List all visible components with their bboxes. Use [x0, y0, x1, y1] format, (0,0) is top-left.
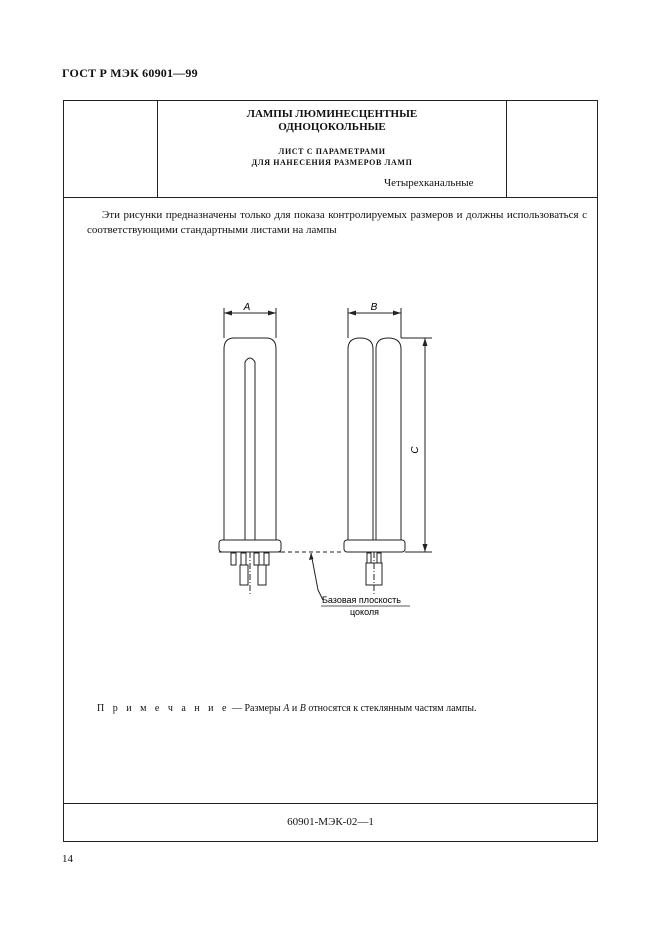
dimension-a-label: A: [243, 302, 251, 313]
subtitle-line-1: ЛИСТ С ПАРАМЕТРАМИ: [278, 147, 386, 156]
dimension-c-label: C: [410, 446, 421, 454]
note-prefix: П р и м е ч а н и е: [97, 703, 230, 714]
note-text-1: — Размеры: [229, 703, 284, 714]
dimension-b-label: B: [370, 302, 378, 313]
title-line-2: ОДНОЦОКОЛЬНЫЕ: [278, 121, 386, 133]
sheet-number: 60901-МЭК-02—1: [287, 816, 374, 828]
document-code: ГОСТ Р МЭК 60901—99: [62, 66, 198, 80]
lamp-variant: Четырехканальные: [384, 177, 474, 189]
note-dim-a: A: [283, 703, 290, 714]
base-plane-leader: [311, 553, 323, 600]
left-lamp-slot: [245, 358, 255, 540]
subtitle-line-2: ДЛЯ НАНЕСЕНИЯ РАЗМЕРОВ ЛАМП: [251, 158, 413, 167]
page-number: 14: [62, 853, 73, 865]
note-dim-b: B: [299, 703, 306, 714]
base-plane-label-line-1: Базовая плоскость: [322, 595, 401, 605]
left-lamp-body: [224, 338, 276, 540]
note-text-3: относятся к стеклянным частям лампы.: [305, 703, 477, 714]
right-lamp-base: [344, 540, 405, 552]
right-lamp-tube-2: [376, 338, 401, 540]
left-lamp-base: [219, 540, 281, 552]
intro-paragraph: Эти рисунки предназначены только для показа контролируемых размеров и должны использоваться с соответствующими стандартными листами на лампы: [87, 209, 587, 236]
right-lamp-tube-1: [348, 338, 373, 540]
title-line-1: ЛАМПЫ ЛЮМИНЕСЦЕНТНЫЕ: [246, 108, 418, 120]
base-plane-label-line-2: цоколя: [350, 607, 380, 617]
note-text-2: и: [289, 703, 300, 714]
